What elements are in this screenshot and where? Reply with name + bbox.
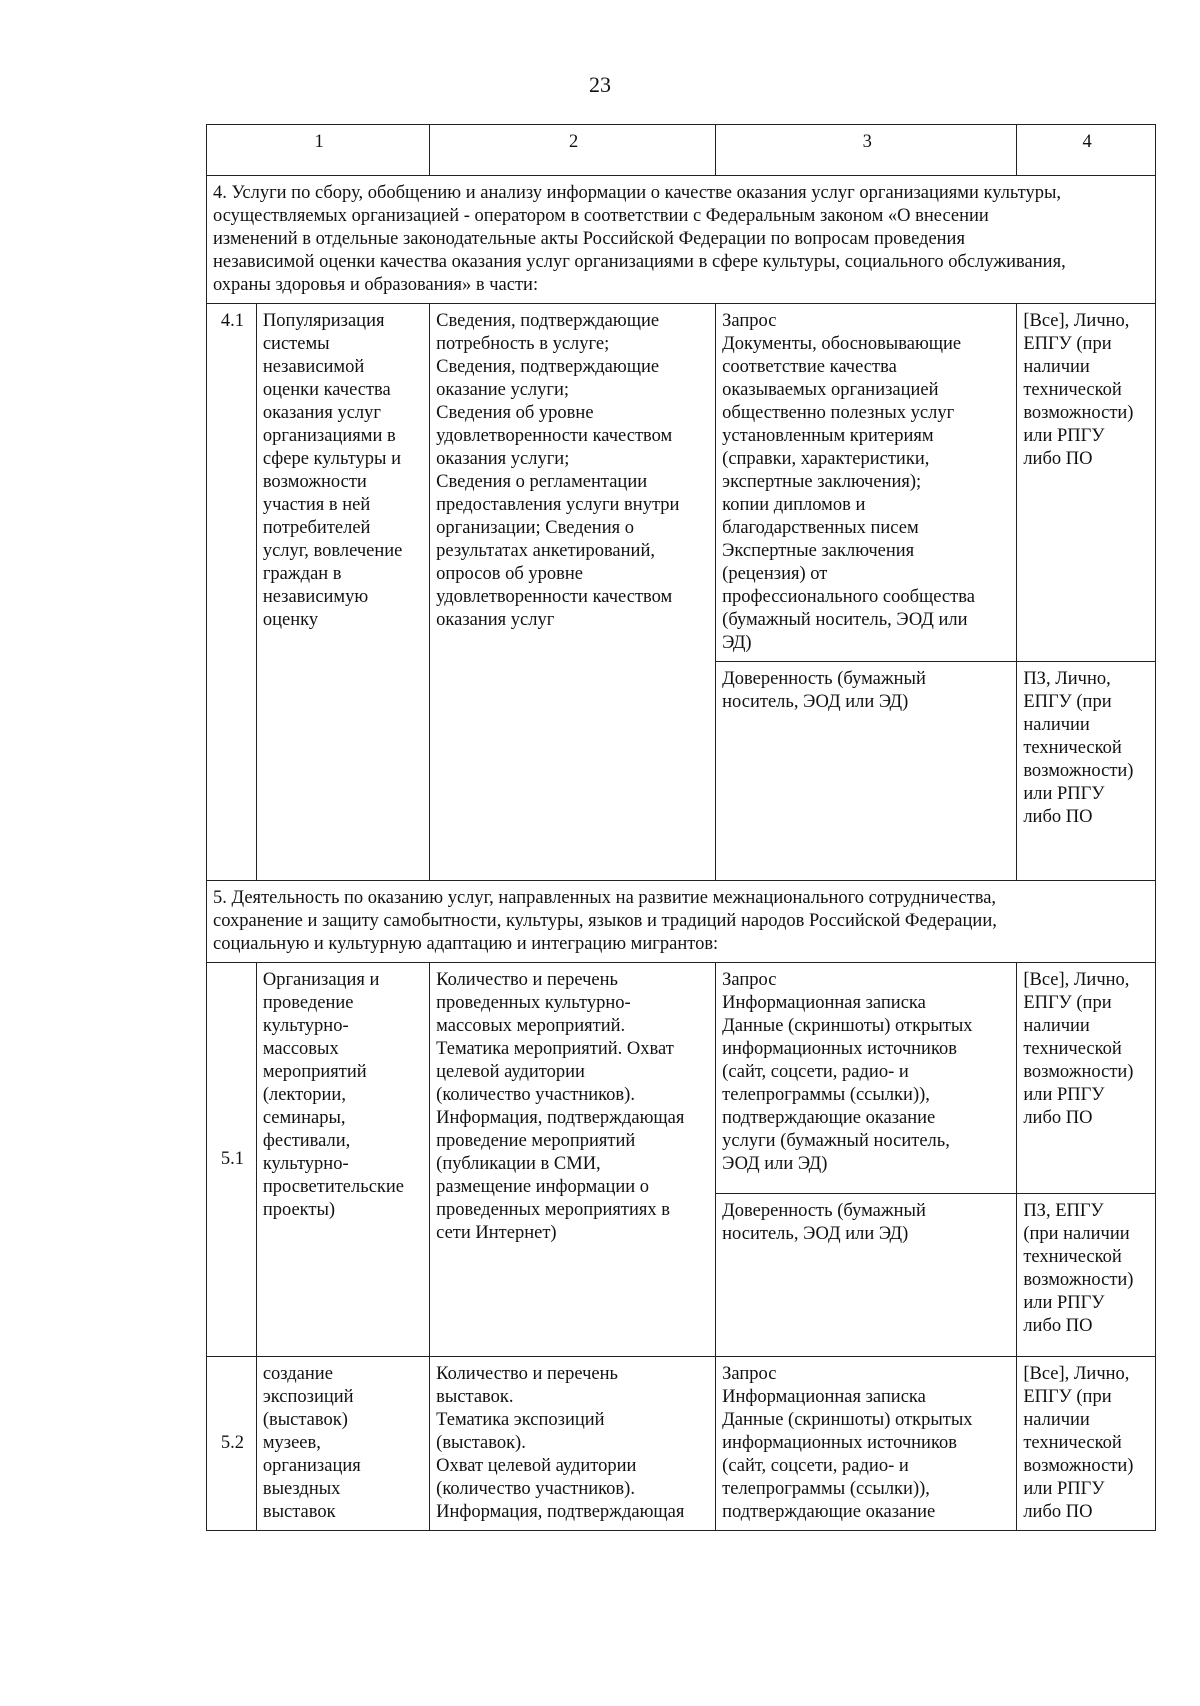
text-line: потребность в услуге; bbox=[436, 334, 610, 354]
text-line: (выставок) bbox=[262, 1410, 348, 1430]
text-line: изменений в отдельные законодательные акты Российской Федерации по вопросам проведения bbox=[213, 229, 965, 249]
text-line: ЕПГУ (при bbox=[1023, 993, 1112, 1013]
text-line: ЭД) bbox=[722, 633, 752, 653]
text-line: Информация, подтверждающая bbox=[436, 1108, 685, 1128]
text-line: возможности) bbox=[1023, 1270, 1134, 1290]
text-line: Документы, обосновывающие bbox=[722, 334, 962, 354]
text-line: Запрос bbox=[722, 311, 777, 331]
text-line: культурно- bbox=[262, 1154, 349, 1174]
text-line: или РПГУ bbox=[1023, 1293, 1105, 1313]
row-5-1-service bbox=[256, 963, 429, 1357]
row-5-2-channels-request bbox=[1017, 1357, 1156, 1531]
text-line: оказания услуг bbox=[436, 610, 555, 630]
text-line: информационных источников bbox=[722, 1433, 957, 1453]
text-line: системы bbox=[262, 334, 330, 354]
text-line: телепрограммы (ссылки)), bbox=[722, 1085, 930, 1105]
text-line: выездных bbox=[262, 1479, 341, 1499]
text-line: (количество участников). bbox=[436, 1479, 635, 1499]
text-line: технической bbox=[1023, 1039, 1122, 1059]
text-line: Сведения, подтверждающие bbox=[436, 311, 660, 331]
text-line: благодарственных писем bbox=[722, 518, 919, 538]
text-line: или РПГУ bbox=[1023, 426, 1105, 446]
text-line: технической bbox=[1023, 1433, 1122, 1453]
text-line: проекты) bbox=[262, 1200, 336, 1220]
text-line: ЭОД или ЭД) bbox=[722, 1154, 828, 1174]
text-line: подтверждающие оказание bbox=[722, 1502, 936, 1522]
text-line: наличии bbox=[1023, 1016, 1090, 1036]
text-line: оказание услуги; bbox=[436, 380, 570, 400]
text-line: ПЗ, ЕПГУ bbox=[1023, 1201, 1104, 1221]
row-5-1-a bbox=[207, 963, 1156, 1194]
text-line: либо ПО bbox=[1023, 449, 1093, 469]
text-line: технической bbox=[1023, 380, 1122, 400]
text-line: (справки, характеристики, bbox=[722, 449, 930, 469]
text-line: (количество участников). bbox=[436, 1085, 635, 1105]
text-line: (лектории, bbox=[262, 1085, 346, 1105]
text-line: Организация и bbox=[262, 970, 380, 990]
text-line: возможности) bbox=[1023, 761, 1134, 781]
text-line: проведенных мероприятиях в bbox=[436, 1200, 670, 1220]
text-line: Информационная записка bbox=[722, 1387, 926, 1407]
text-line: носитель, ЭОД или ЭД) bbox=[722, 1224, 909, 1244]
text-line: организациями в bbox=[262, 426, 396, 446]
text-line: либо ПО bbox=[1023, 807, 1093, 827]
row-4-1-documents-proxy bbox=[716, 662, 1017, 881]
text-line: возможности) bbox=[1023, 1456, 1134, 1476]
text-line: Запрос bbox=[722, 1364, 777, 1384]
row-4-1-channels-proxy bbox=[1017, 662, 1156, 881]
text-line: сети Интернет) bbox=[436, 1223, 557, 1243]
text-line: услуг, вовлечение bbox=[262, 541, 403, 561]
text-line: возможности bbox=[262, 472, 367, 492]
text-line: 4. Услуги по сбору, обобщению и анализу информации о качестве оказания услуг организациями культуры, bbox=[213, 183, 1062, 203]
header-col-3: 3 bbox=[716, 125, 1017, 176]
text-line: проведение мероприятий bbox=[436, 1131, 636, 1151]
text-line: граждан в bbox=[262, 564, 342, 584]
text-line: ЕПГУ (при bbox=[1023, 334, 1112, 354]
text-line: мероприятий bbox=[262, 1062, 367, 1082]
text-line: социальную и культурную адаптацию и интеграцию мигрантов: bbox=[213, 934, 719, 954]
header-col-1: 1 bbox=[207, 125, 430, 176]
text-line: или РПГУ bbox=[1023, 1085, 1105, 1105]
text-line: оценку bbox=[262, 610, 319, 630]
row-5-1-channels-request bbox=[1017, 963, 1156, 1194]
text-line: либо ПО bbox=[1023, 1502, 1093, 1522]
text-line: [Все], Лично, bbox=[1023, 970, 1130, 990]
text-line: результатах анкетирований, bbox=[436, 541, 655, 561]
text-line: Экспертные заключения bbox=[722, 541, 915, 561]
text-line: или РПГУ bbox=[1023, 1479, 1105, 1499]
text-line: Информационная записка bbox=[722, 993, 926, 1013]
text-line: просветительские bbox=[262, 1177, 404, 1197]
text-line: ПЗ, Лично, bbox=[1023, 669, 1111, 689]
text-line: сфере культуры и bbox=[262, 449, 401, 469]
section-4-heading bbox=[207, 176, 1156, 304]
text-line: копии дипломов и bbox=[722, 495, 866, 515]
page-number: 23 bbox=[589, 72, 611, 97]
text-line: опросов об уровне bbox=[436, 564, 583, 584]
row-5-1-documents-proxy bbox=[716, 1194, 1017, 1357]
text-line: подтверждающие оказание bbox=[722, 1108, 936, 1128]
text-line: создание bbox=[262, 1364, 333, 1384]
text-line: проведенных культурно- bbox=[436, 993, 631, 1013]
text-line: оказываемых организацией bbox=[722, 380, 939, 400]
text-line: Информация, подтверждающая bbox=[436, 1502, 685, 1522]
text-line: (сайт, соцсети, радио- и bbox=[722, 1062, 909, 1082]
text-line: Доверенность (бумажный bbox=[722, 669, 926, 689]
text-line: общественно полезных услуг bbox=[722, 403, 955, 423]
text-line: технической bbox=[1023, 1247, 1122, 1267]
text-line: соответствие качества bbox=[722, 357, 897, 377]
text-line: семинары, bbox=[262, 1108, 346, 1128]
text-line: носитель, ЭОД или ЭД) bbox=[722, 692, 909, 712]
text-line: оказания услуг bbox=[262, 403, 381, 423]
text-line: Сведения о регламентации bbox=[436, 472, 648, 492]
text-line: профессионального сообщества bbox=[722, 587, 975, 607]
text-line: [Все], Лично, bbox=[1023, 311, 1130, 331]
text-line: Количество и перечень bbox=[436, 970, 618, 990]
text-line: информационных источников bbox=[722, 1039, 957, 1059]
row-4-1-information bbox=[430, 304, 716, 881]
text-line: технической bbox=[1023, 738, 1122, 758]
text-line: 5. Деятельность по оказанию услуг, направленных на развитие межнационального сотрудничества, bbox=[213, 888, 997, 908]
row-4-1-documents-request bbox=[716, 304, 1017, 662]
row-5-1-documents-request bbox=[716, 963, 1017, 1194]
text-line: размещение информации о bbox=[436, 1177, 650, 1197]
row-4-1-channels-request bbox=[1017, 304, 1156, 662]
row-5-1-information bbox=[430, 963, 716, 1357]
text-line: Запрос bbox=[722, 970, 777, 990]
text-line: (сайт, соцсети, радио- и bbox=[722, 1456, 909, 1476]
row-number-4-1: 4.1 bbox=[207, 304, 257, 881]
row-5-2-information bbox=[430, 1357, 716, 1531]
row-5-2 bbox=[207, 1357, 1156, 1531]
text-line: музеев, bbox=[262, 1433, 321, 1453]
services-table bbox=[206, 124, 1156, 1531]
text-line: независимую bbox=[262, 587, 369, 607]
text-line: возможности) bbox=[1023, 1062, 1134, 1082]
text-line: услуги (бумажный носитель, bbox=[722, 1131, 950, 1151]
text-line: Охват целевой аудитории bbox=[436, 1456, 637, 1476]
text-line: потребителей bbox=[262, 518, 371, 538]
text-line: либо ПО bbox=[1023, 1316, 1093, 1336]
text-line: Сведения об уровне bbox=[436, 403, 594, 423]
text-line: экспозиций bbox=[262, 1387, 354, 1407]
text-line: предоставления услуги внутри bbox=[436, 495, 680, 515]
text-line: экспертные заключения); bbox=[722, 472, 922, 492]
text-line: выставок. bbox=[436, 1387, 514, 1407]
text-line: [Все], Лично, bbox=[1023, 1364, 1130, 1384]
text-line: Популяризация bbox=[262, 311, 385, 331]
row-4-1-service bbox=[256, 304, 429, 881]
text-line: наличии bbox=[1023, 357, 1090, 377]
text-line: выставок bbox=[262, 1502, 336, 1522]
header-col-4: 4 bbox=[1017, 125, 1156, 176]
text-line: (бумажный носитель, ЭОД или bbox=[722, 610, 968, 630]
text-line: либо ПО bbox=[1023, 1108, 1093, 1128]
header-col-2: 2 bbox=[430, 125, 716, 176]
text-line: наличии bbox=[1023, 1410, 1090, 1430]
text-line: независимой bbox=[262, 357, 365, 377]
text-line: Количество и перечень bbox=[436, 1364, 618, 1384]
row-5-2-documents-request bbox=[716, 1357, 1017, 1531]
text-line: возможности) bbox=[1023, 403, 1134, 423]
text-line: осуществляемых организацией - оператором в соответствии с Федеральным законом «О внесении bbox=[213, 206, 989, 226]
text-line: Тематика мероприятий. Охват bbox=[436, 1039, 674, 1059]
section-5-heading-row bbox=[207, 881, 1156, 963]
text-line: независимой оценки качества оказания услуг организациями в сфере культуры, социального обслуживания, bbox=[213, 252, 1066, 272]
text-line: (выставок). bbox=[436, 1433, 526, 1453]
text-line: охраны здоровья и образования» в части: bbox=[213, 275, 539, 295]
row-number-5-1: 5.1 bbox=[207, 963, 257, 1357]
text-line: или РПГУ bbox=[1023, 784, 1105, 804]
text-line: целевой аудитории bbox=[436, 1062, 585, 1082]
text-line: Данные (скриншоты) открытых bbox=[722, 1410, 973, 1430]
text-line: (публикации в СМИ, bbox=[436, 1154, 601, 1174]
text-line: Сведения, подтверждающие bbox=[436, 357, 660, 377]
text-line: проведение bbox=[262, 993, 354, 1013]
text-line: наличии bbox=[1023, 715, 1090, 735]
text-line: Данные (скриншоты) открытых bbox=[722, 1016, 973, 1036]
text-line: телепрограммы (ссылки)), bbox=[722, 1479, 930, 1499]
text-line: ЕПГУ (при bbox=[1023, 1387, 1112, 1407]
text-line: (при наличии bbox=[1023, 1224, 1130, 1244]
text-line: ЕПГУ (при bbox=[1023, 692, 1112, 712]
text-line: сохранение и защиту самобытности, культуры, языков и традиций народов Российской Федерации, bbox=[213, 911, 997, 931]
text-line: оказания услуги; bbox=[436, 449, 570, 469]
text-line: фестивали, bbox=[262, 1131, 351, 1151]
section-4-heading-row bbox=[207, 176, 1156, 304]
text-line: Доверенность (бумажный bbox=[722, 1201, 926, 1221]
text-line: Тематика экспозиций bbox=[436, 1410, 605, 1430]
text-line: установленным критериям bbox=[722, 426, 934, 446]
text-line: массовых bbox=[262, 1039, 339, 1059]
text-line: организация bbox=[262, 1456, 361, 1476]
section-5-heading bbox=[207, 881, 1156, 963]
text-line: массовых мероприятий. bbox=[436, 1016, 626, 1036]
header-row bbox=[207, 125, 1156, 176]
row-5-2-service bbox=[256, 1357, 429, 1531]
text-line: участия в ней bbox=[262, 495, 371, 515]
text-line: культурно- bbox=[262, 1016, 349, 1036]
row-number-5-2: 5.2 bbox=[207, 1357, 257, 1531]
row-5-1-channels-proxy bbox=[1017, 1194, 1156, 1357]
text-line: организации; Сведения о bbox=[436, 518, 634, 538]
text-line: удовлетворенности качеством bbox=[436, 587, 673, 607]
text-line: оценки качества bbox=[262, 380, 391, 400]
text-line: удовлетворенности качеством bbox=[436, 426, 673, 446]
text-line: (рецензия) от bbox=[722, 564, 828, 584]
row-4-1-a bbox=[207, 304, 1156, 662]
